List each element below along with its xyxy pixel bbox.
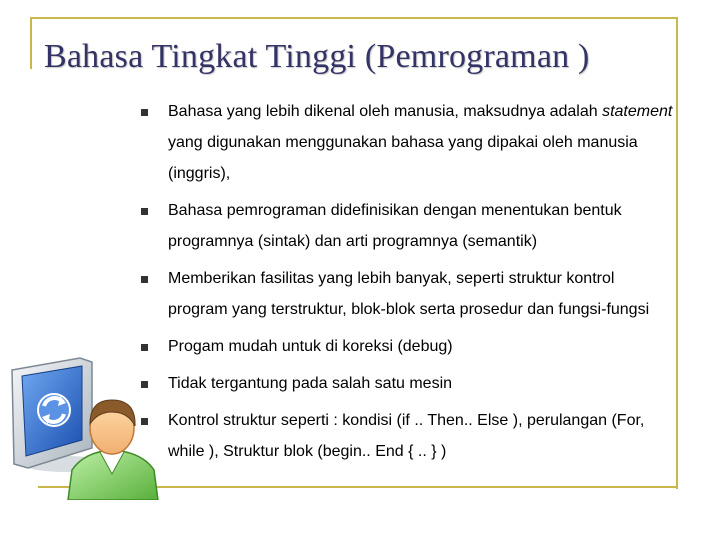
frame-top-line xyxy=(30,17,678,19)
bullet-marker-icon xyxy=(141,344,148,351)
slide-title: Bahasa Tingkat Tinggi (Pemrograman ) xyxy=(44,38,590,75)
bullet-list xyxy=(138,96,678,473)
bullet-marker-icon xyxy=(141,208,148,215)
bullet-marker-icon xyxy=(141,109,148,116)
bullet-text: Memberikan fasilitas yang lebih banyak, seperti struktur kontrol program yang terstruktur, blok-blok serta prosedur dan fungsi-fungsi xyxy=(168,270,650,318)
bullet-item xyxy=(138,331,678,362)
bullet-text: Kontrol struktur seperti : kondisi (if .. Then.. Else ), perulangan (For, while ), Struktur blok (begin.. End { .. } ) xyxy=(168,412,645,460)
bullet-text: Tidak tergantung pada salah satu mesin xyxy=(168,375,453,392)
bullet-item xyxy=(138,368,678,399)
bullet-text xyxy=(168,103,672,182)
bullet-item xyxy=(138,96,678,189)
bullet-marker-icon xyxy=(141,276,148,283)
bullet-item xyxy=(138,195,678,257)
bullet-item xyxy=(138,405,678,467)
bullet-text-part: yang digunakan menggunakan bahasa yang dipakai oleh manusia (inggris), xyxy=(168,134,638,182)
bullet-text: Bahasa pemrograman didefinisikan dengan menentukan bentuk programnya (sintak) dan arti programnya (semantik) xyxy=(168,202,622,250)
bullet-text: Progam mudah untuk di koreksi (debug) xyxy=(168,338,453,355)
bullet-emphasis: statement xyxy=(602,103,673,120)
frame-left-line xyxy=(30,17,32,69)
bullet-item xyxy=(138,263,678,325)
computer-user-refresh-icon xyxy=(8,352,160,500)
bullet-text-part: Bahasa yang lebih dikenal oleh manusia, maksudnya adalah xyxy=(168,103,603,120)
